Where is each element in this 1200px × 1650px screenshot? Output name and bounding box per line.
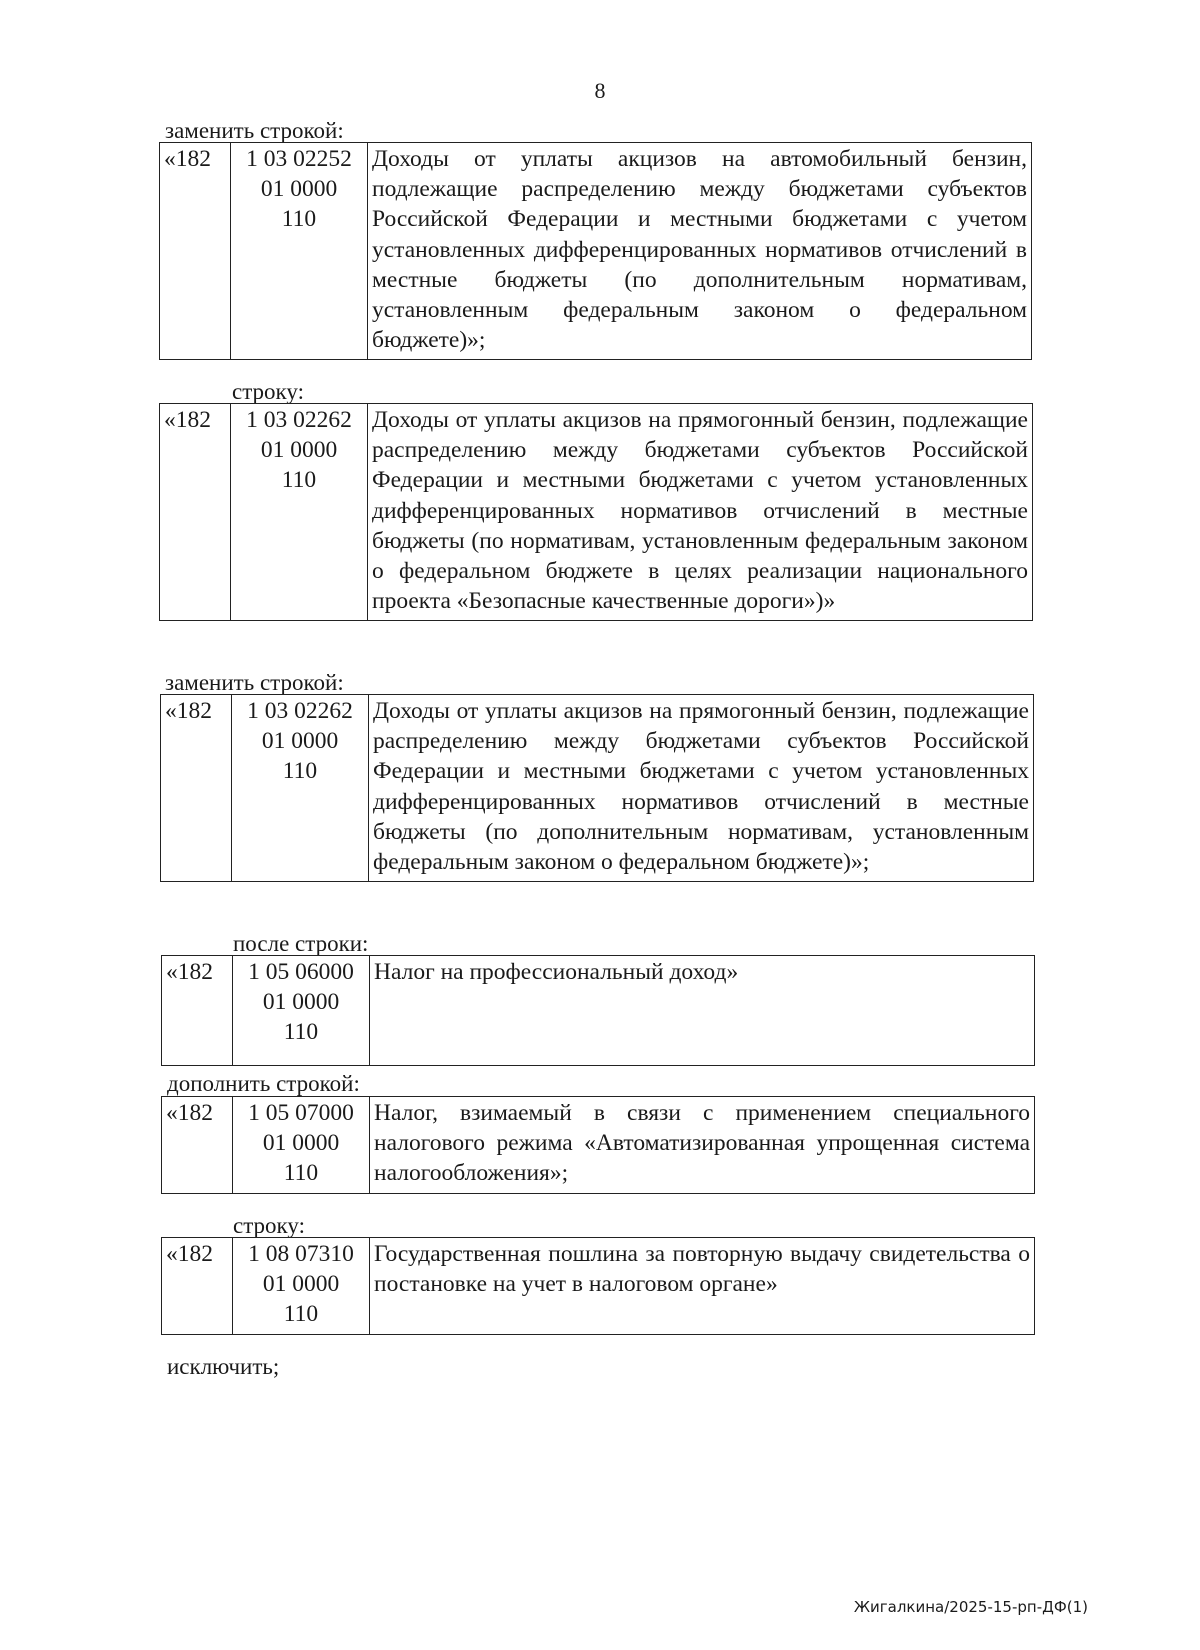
admin-code-cell: «182 [162, 1097, 233, 1194]
kbk-code-line: 1 05 06000 [248, 959, 354, 985]
kbk-code-line: 110 [283, 1160, 319, 1187]
kbk-code-line: 1 03 02262 [246, 407, 352, 433]
instruction-label: строку: [233, 1213, 305, 1238]
revenue-description-cell: Доходы от уплаты акцизов на автомобильный бензин, подлежащие распределению между бюджетами субъектов Российской Федерации и местными бюджетами с учетом установленных дифференцированных нормативов отчислений в местные бюджеты (по дополнительным нормативам, установленным федеральным законом о федеральном бюджете)»; [368, 143, 1032, 360]
revenue-description-cell: Налог на профессиональный доход» [370, 956, 1035, 1066]
kbk-code-line: 01 0000 [260, 437, 338, 464]
kbk-code-cell [231, 143, 368, 360]
admin-code-cell: «182 [162, 1238, 233, 1335]
kbk-code-line: 110 [282, 758, 318, 785]
kbk-code-line: 1 03 02252 [246, 146, 352, 172]
kbk-code-line: 1 08 07310 [248, 1241, 354, 1267]
kbk-code-cell [233, 1238, 370, 1335]
kbk-code-line: 110 [281, 206, 317, 233]
admin-code-cell: «182 [161, 695, 232, 882]
kbk-code-line: 01 0000 [262, 989, 340, 1016]
instruction-label: строку: [232, 379, 304, 404]
kbk-code-line: 110 [281, 467, 317, 494]
document-footer: Жигалкина/2025-15-рп-ДФ(1) [853, 1598, 1088, 1616]
admin-code-cell: «182 [160, 404, 231, 621]
revenue-description-cell: Государственная пошлина за повторную выдачу свидетельства о постановке на учет в налоговом органе» [370, 1238, 1035, 1335]
kbk-code-line: 01 0000 [260, 176, 338, 203]
instruction-label: дополнить строкой: [167, 1071, 360, 1096]
kbk-code-line: 01 0000 [261, 728, 339, 755]
instruction-label: после строки: [233, 931, 369, 956]
budget-code-table [161, 955, 1035, 1066]
table-row [162, 1238, 1035, 1335]
revenue-description-cell: Доходы от уплаты акцизов на прямогонный бензин, подлежащие распределению между бюджетами субъектов Российской Федерации и местными бюджетами с учетом установленных дифференцированных нормативов отчислений в местные бюджеты (по нормативам, установленным федеральным законом о федеральном бюджете в целях реализации национального проекта «Безопасные качественные дороги»)» [368, 404, 1033, 621]
budget-code-table [161, 1237, 1035, 1335]
kbk-code-cell [233, 1097, 370, 1194]
revenue-description-cell: Налог, взимаемый в связи с применением специального налогового режима «Автоматизированная упрощенная система налогообложения»; [370, 1097, 1035, 1194]
kbk-code-cell [231, 404, 368, 621]
kbk-code-cell [233, 956, 370, 1066]
table-row [160, 404, 1033, 621]
kbk-code-line: 01 0000 [262, 1271, 340, 1298]
budget-code-table [159, 403, 1033, 621]
admin-code-cell: «182 [162, 956, 233, 1066]
table-row [162, 956, 1035, 1066]
kbk-code-line: 1 05 07000 [248, 1100, 354, 1126]
kbk-code-cell [232, 695, 369, 882]
instruction-label: заменить строкой: [165, 118, 344, 143]
instruction-label: заменить строкой: [165, 670, 344, 695]
revenue-description-cell: Доходы от уплаты акцизов на прямогонный бензин, подлежащие распределению между бюджетами субъектов Российской Федерации и местными бюджетами с учетом установленных дифференцированных нормативов отчислений в местные бюджеты (по дополнительным нормативам, установленным федеральным законом о федеральном бюджете)»; [369, 695, 1034, 882]
admin-code-cell: «182 [160, 143, 231, 360]
kbk-code-line: 1 03 02262 [247, 698, 353, 724]
closing-instruction: исключить; [167, 1354, 280, 1379]
budget-code-table [160, 694, 1034, 882]
kbk-code-line: 110 [283, 1301, 319, 1328]
budget-code-table [161, 1096, 1035, 1194]
table-row [160, 143, 1032, 360]
table-row [161, 695, 1034, 882]
page-number: 8 [594, 78, 606, 103]
budget-code-table [159, 142, 1032, 360]
kbk-code-line: 01 0000 [262, 1130, 340, 1157]
table-row [162, 1097, 1035, 1194]
kbk-code-line: 110 [283, 1019, 319, 1046]
